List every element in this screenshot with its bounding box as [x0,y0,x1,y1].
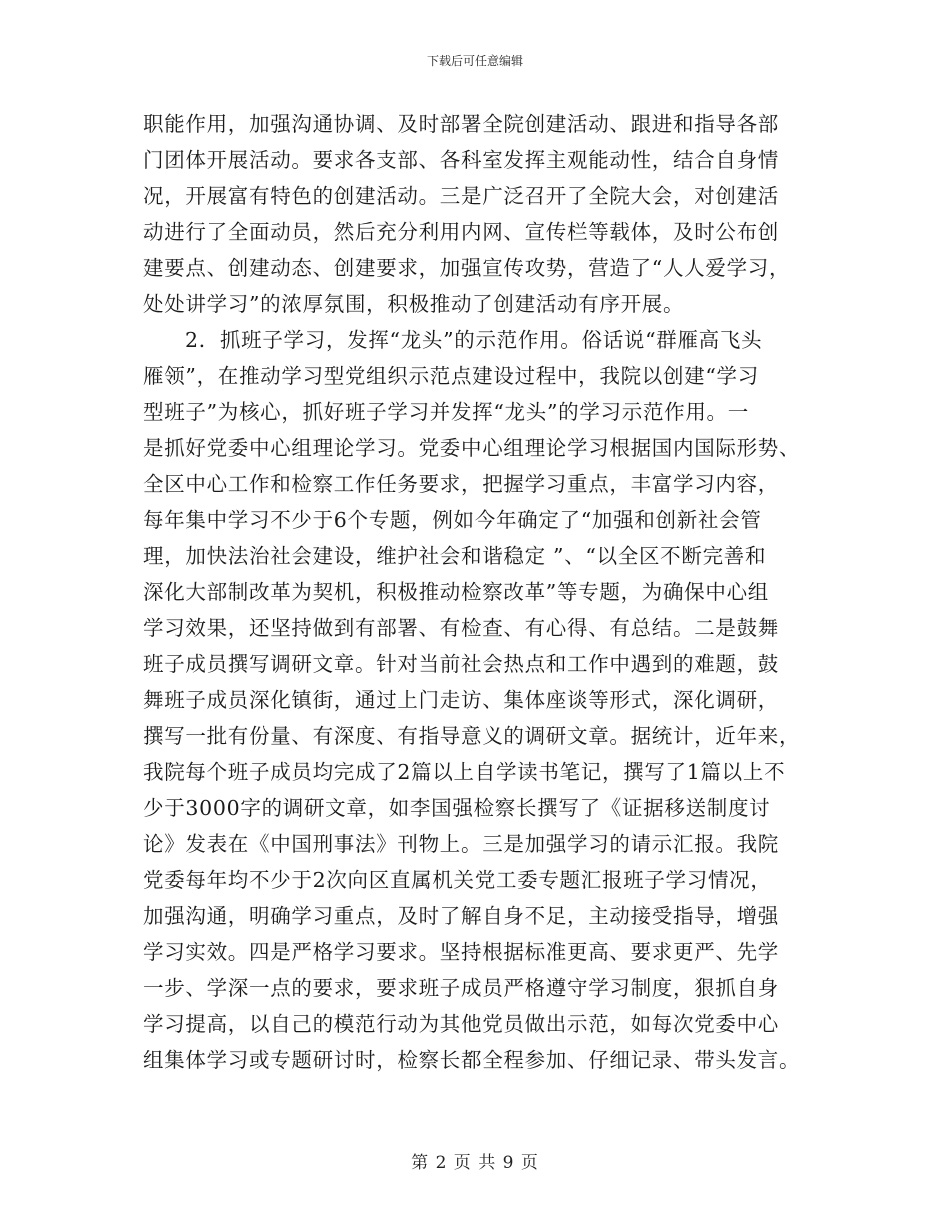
text-line: 动进行了全面动员，然后充分利用内网、宣传栏等载体，及时公布创 [143,220,779,244]
text-line: 我院每个班子成员均完成了2篇以上自学读书笔记，撰写了1篇以上不 [143,760,786,784]
text-line: 学习效果，还坚持做到有部署、有检查、有心得、有总结。二是鼓舞 [143,616,779,640]
document-body [143,106,813,1078]
text-line: 型班子”为核心，抓好班子学习并发挥“龙头”的学习示范作用。一 [143,400,749,424]
page-number-footer: 第 2 页 共 9 页 [411,1153,539,1173]
text-line: 组集体学习或专题研讨时，检察长都全程参加、仔细记录、带头发言。 [143,1048,801,1072]
text-line: 门团体开展活动。要求各支部、各科室发挥主观能动性，结合自身情 [143,148,779,172]
text-line: 深化大部制改革为契机，积极推动检察改革”等专题，为确保中心组 [143,580,769,604]
text-line: 职能作用，加强沟通协调、及时部署全院创建活动、跟进和指导各部 [143,112,779,136]
text-line: 少于3000字的调研文章，如李国强检察长撰写了《证据移送制度讨 [143,796,771,820]
text-line: 舞班子成员深化镇街，通过上门走访、集体座谈等形式，深化调研， [143,688,779,712]
text-line: 是抓好党委中心组理论学习。党委中心组理论学习根据国内国际形势、 [143,436,801,460]
text-line: 雁领”，在推动学习型党组织示范点建设过程中，我院以创建“学习 [143,364,759,388]
text-line: 每年集中学习不少于6个专题，例如今年确定了“加强和创新社会管 [143,508,762,532]
text-line: 学习提高，以自己的模范行动为其他党员做出示范，如每次党委中心 [143,1012,779,1036]
text-line: 况，开展富有特色的创建活动。三是广泛召开了全院大会，对创建活 [143,184,779,208]
text-line: 党委每年均不少于2次向区直属机关党工委专题汇报班子学习情况， [143,868,772,892]
text-line: 建要点、创建动态、创建要求，加强宣传攻势，营造了“人人爱学习， [143,256,791,280]
text-line: 班子成员撰写调研文章。针对当前社会热点和工作中遇到的难题，鼓 [143,652,779,676]
text-line: 加强沟通，明确学习重点，及时了解自身不足，主动接受指导，增强 [143,904,779,928]
text-line: 全区中心工作和检察工作任务要求，把握学习重点，丰富学习内容， [143,472,779,496]
text-line: 论》发表在《中国刑事法》刊物上。三是加强学习的请示汇报。我院 [143,832,779,856]
text-line: 理，加快法治社会建设，维护社会和谐稳定 ”、“以全区不断完善和 [143,544,767,568]
text-line: 学习实效。四是严格学习要求。坚持根据标准更高、要求更严、先学 [143,940,779,964]
page-header: 下载后可任意编辑 [426,54,523,68]
paragraph-start-line: 2．抓班子学习，发挥“龙头”的示范作用。俗话说“群雁高飞头 [185,328,763,352]
text-line: 撰写一批有份量、有深度、有指导意义的调研文章。据统计，近年来， [143,724,801,748]
text-line: 处处讲学习”的浓厚氛围，积极推动了创建活动有序开展。 [143,292,685,316]
text-line: 一步、学深一点的要求，要求班子成员严格遵守学习制度，狠抓自身 [143,976,779,1000]
